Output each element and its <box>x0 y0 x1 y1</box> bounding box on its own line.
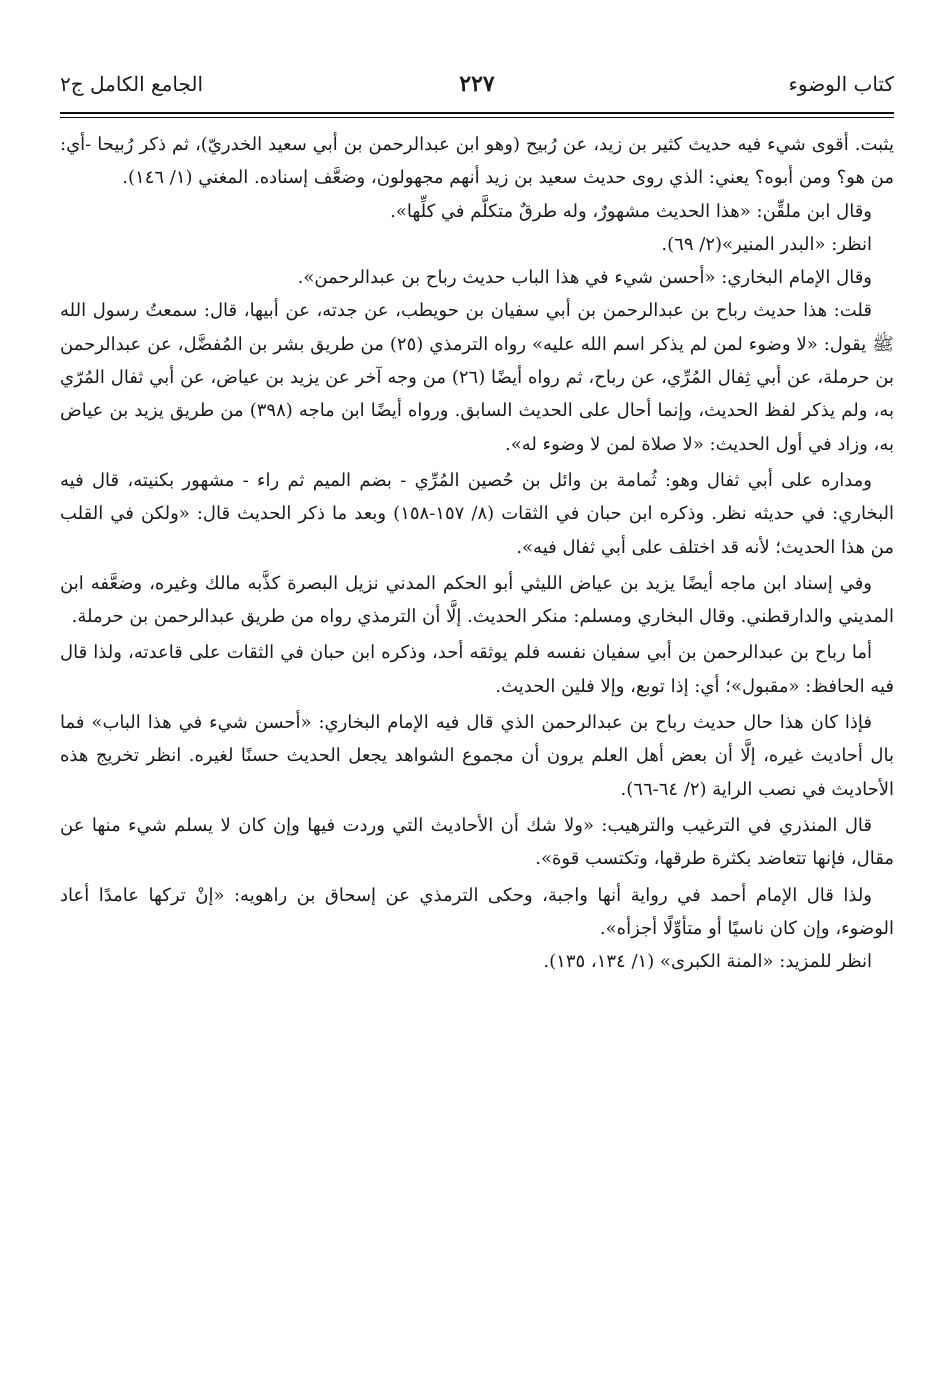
paragraph-6: ومداره على أبي ثفال وهو: ثُمامة بن وائل بن حُصين المُرِّي - بضم الميم ثم راء - مشهور بكنيته، قال فيه البخاري: في حديثه نظر. وذكره ابن حبان في الثقات (٨/ ١٥٧-١٥٨) وبعد ما ذكر الحديث قال: «ولكن في القلب من هذا الحديث؛ لأنه قد اختلف على أبي ثفال فيه». <box>60 469 895 558</box>
book-title: الجامع الكامل ج٢ <box>60 72 204 96</box>
paragraph-1: يثبت. أقوى شيء فيه حديث كثير بن زيد، عن رُبيح (وهو ابن عبدالرحمن بن أبي سعيد الخدريّ)، ثم ذكر رُبيحا -أي: من هو؟ ومن أبوه؟ يعني: الذي روى حديث سعيد بن زيد أنهم مجهولون، وضعَّف إسناده. المغني (١/ ١٤٦). <box>60 134 894 189</box>
paragraph-9: فإذا كان هذا حال حديث رباح بن عبدالرحمن الذي قال فيه الإمام البخاري: «أحسن شيء في هذا الباب» فما بال أحاديث غيره، إلَّا أن بعض أهل العلم يرون أن مجموع الشواهد يجعل الحديث حسنًا لغيره. انظر تخريج هذه الأحاديث في نصب الراية (٢/ ٦٤-٦٦). <box>60 712 894 800</box>
paragraph-11: ولذا قال الإمام أحمد في رواية أنها واجبة، وحكى الترمذي عن إسحاق بن راهويه: «إنْ تركها عامدًا أعاد الوضوء، وإن كان ناسيًا أو متأوِّلًا أجزأه». <box>60 884 894 939</box>
page-number: ٢٢٧ <box>459 71 495 97</box>
paragraph-3: انظر: «البدر المنير»(٢/ ٦٩). <box>661 233 872 255</box>
paragraph-10: قال المنذري في الترغيب والترهيب: «ولا شك أن الأحاديث التي وردت فيها وإن كان لا يسلم شيء منها عن مقال، فإنها تتعاضد بكثرة طرقها، وتكتسب قوة». <box>60 814 894 870</box>
running-head <box>60 64 894 104</box>
paragraph-7: وفي إسناد ابن ماجه أيضًا يزيد بن عياض الليثي أبو الحكم المدني نزيل البصرة كذَّبه مالك وغيره، وضعَّفه ابن المديني والدارقطني. وقال البخاري ومسلم: منكر الحديث. إلَّا أن الترمذي رواه من طريق عبدالرحمن بن حرملة. <box>60 572 894 628</box>
paragraph-8: أما رباح بن عبدالرحمن بن أبي سفيان نفسه فلم يوثقه أحد، وذكره ابن حبان في الثقات على قاعدته، ولذا قال فيه الحافظ: «مقبول»؛ أي: إذا توبع، وإلا فلين الحديث. <box>60 642 894 697</box>
paragraph-2: وقال ابن ملقِّن: «هذا الحديث مشهورٌ، وله طرقٌ متكلَّم في كلِّها». <box>390 200 872 222</box>
page <box>60 64 894 978</box>
header-rule <box>60 112 894 118</box>
paragraph-4: وقال الإمام البخاري: «أحسن شيء في هذا الباب حديث رباح بن عبدالرحمن». <box>297 267 872 289</box>
chapter-title: كتاب الوضوء <box>788 72 894 96</box>
paragraph-5: قلت: هذا حديث رباح بن عبدالرحمن بن أبي سفيان بن حويطب، عن جدته، عن أبيها، قال: سمعتُ رسول الله ﷺ يقول: «لا وضوء لمن لم يذكر اسم الله عليه» رواه الترمذي (٢٥) من طريق بشر بن المُفضَّل، عن عبدالرحمن بن حرملة، عن أبي ثِفال المُرِّي، عن رباح، ثم رواه أيضًا (٢٦) من وجه آخر عن يزيد بن عياض، عن أبي ثفال المُرّي به، ولم يذكر لفظ الحديث، وإنما أحال على الحديث السابق. ورواه أيضًا ابن ماجه (٣٩٨) من طريق يزيد بن عياض به، وزاد في أول الحديث: «لا صلاة لمن لا وضوء له». <box>60 300 895 455</box>
paragraph-12: انظر للمزيد: «المنة الكبرى» (١/ ١٣٤، ١٣٥). <box>543 951 872 973</box>
body-text <box>60 128 894 978</box>
